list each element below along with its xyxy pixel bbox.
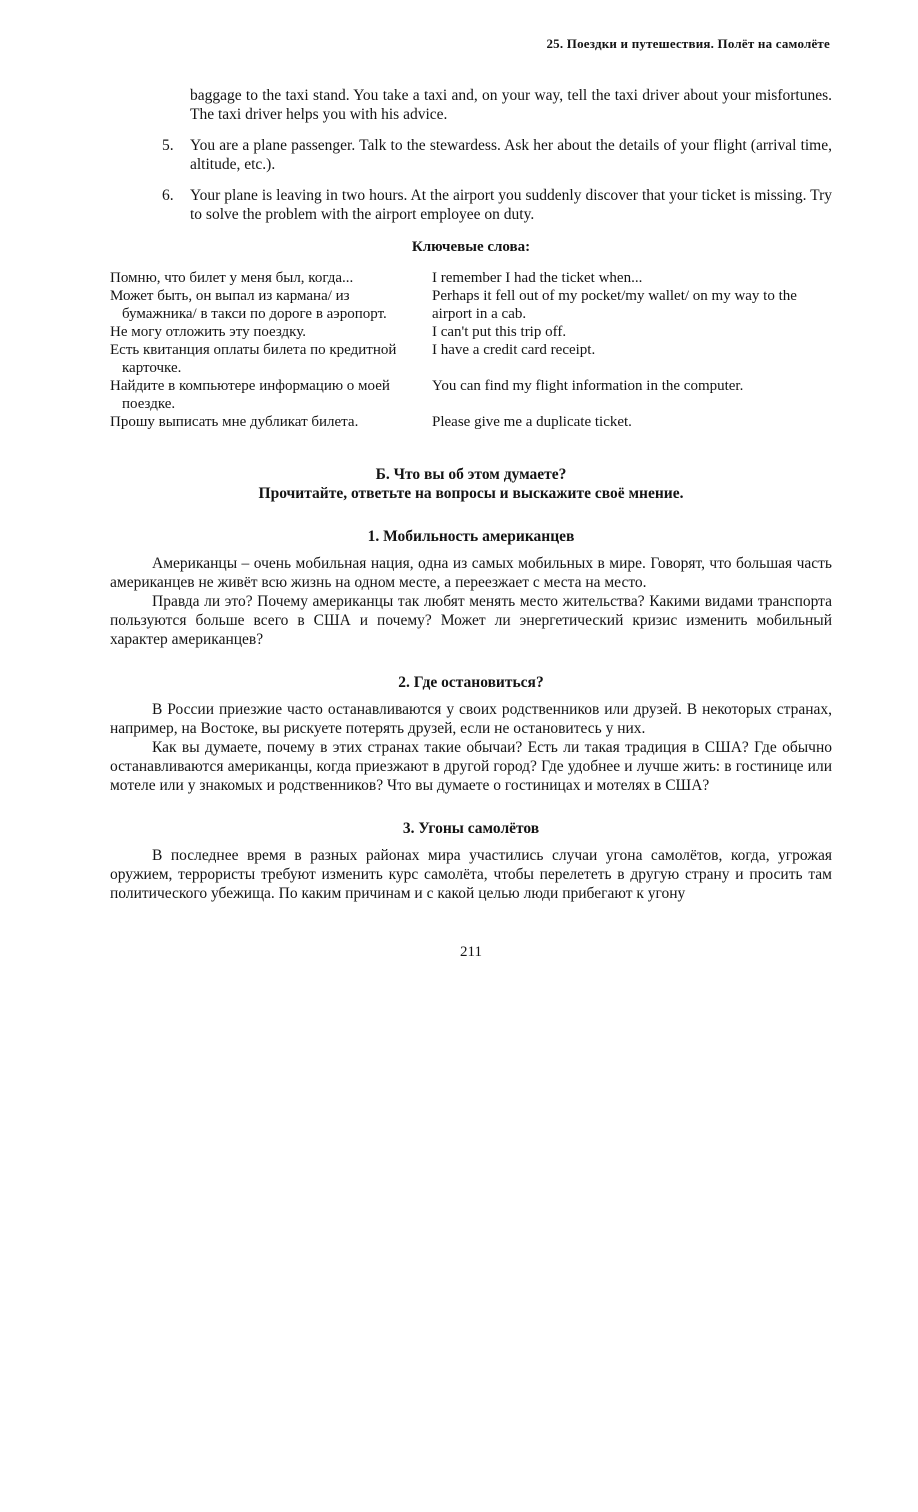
task-text: You are a plane passenger. Talk to the stewardess. Ask her about the details of your flight (arrival time, altitude, etc.). (190, 137, 832, 173)
topic-1-title: 1. Мобильность американцев (367, 528, 575, 545)
keyword-english: Please give me a duplicate ticket. (432, 414, 632, 430)
keyword-english: You can find my flight information in the computer. (432, 378, 744, 394)
page-content (110, 86, 832, 962)
topic-1-paragraph: Правда ли это? Почему американцы так любят менять место жительства? Какими видами транспорта пользуются больше всего в США и почему? Может ли энергетический кризис изменить мобильный характер американцев? (110, 593, 832, 648)
section-b-title: Б. Что вы об этом думаете? (375, 466, 567, 483)
topic-3-title: 3. Угоны самолётов (402, 820, 540, 837)
keyword-russian: Прошу выписать мне дубликат билета. (110, 414, 359, 430)
keyword-row (110, 269, 832, 287)
task-number: 5. (162, 137, 174, 154)
task-text: Your plane is leaving in two hours. At the airport you suddenly discover that your ticket is missing. Try to solve the problem with the airport employee on duty. (190, 187, 832, 223)
keyword-english: Perhaps it fell out of my pocket/my wallet/ on my way to the airport in a cab. (432, 288, 797, 322)
topic-3-paragraph: В последнее время в разных районах мира участились случаи угона самолётов, когда, угрожая оружием, террористы требуют изменить курс самолёта, чтобы перелететь в другую страну и просить там политического убежища. По каким причинам и с какой целью люди прибегают к угону (110, 847, 832, 902)
keyword-english: I remember I had the ticket when... (432, 270, 643, 286)
task-number: 6. (162, 187, 174, 204)
keyword-english: I can't put this trip off. (432, 324, 567, 340)
keyword-row (110, 323, 832, 341)
keyword-russian: Есть квитанция оплаты билета по кредитной карточке. (110, 342, 397, 376)
keyword-english: I have a credit card receipt. (432, 342, 596, 358)
topic-2-paragraph: В России приезжие часто останавливаются у своих родственников или друзей. В некоторых странах, например, на Востоке, вы рискуете потерять друзей, если не остановитесь у них. (110, 701, 832, 737)
running-header: 25. Поездки и путешествия. Полёт на самолёте (546, 36, 830, 51)
keywords-table (110, 269, 832, 431)
keyword-row (110, 341, 832, 377)
keyword-russian: Не могу отложить эту поездку. (110, 324, 306, 340)
topic-2-paragraph: Как вы думаете, почему в этих странах такие обычаи? Есть ли такая традиция в США? Где обычно останавливаются американцы, когда приезжают в другой город? Где удобнее и лучше жить: в гостинице или мотеле или у знакомых и родственников? Что вы думаете о гостиницах и мотелях в США? (110, 739, 832, 794)
task-item-6 (162, 186, 832, 224)
page-number: 211 (460, 944, 482, 960)
keyword-russian: Помню, что билет у меня был, когда... (110, 270, 354, 286)
keyword-row (110, 377, 832, 413)
keyword-row (110, 413, 832, 431)
keywords-title: Ключевые слова: (411, 239, 531, 255)
topic-1-paragraph: Американцы – очень мобильная нация, одна из самых мобильных в мире. Говорят, что большая часть американцев не живёт всю жизнь на одном месте, а переезжает с места на место. (110, 555, 832, 591)
topic-2-title: 2. Где остановиться? (398, 674, 544, 691)
task-continuation-text: baggage to the taxi stand. You take a taxi and, on your way, tell the taxi driver about your misfortunes. The taxi driver helps you with his advice. (190, 87, 832, 123)
task-item-5 (162, 136, 832, 174)
keyword-russian: Найдите в компьютере информацию о моей поездке. (110, 378, 390, 412)
keyword-russian: Может быть, он выпал из кармана/ из бумажника/ в такси по дороге в аэропорт. (110, 288, 387, 322)
section-b-subtitle: Прочитайте, ответьте на вопросы и выскажите своё мнение. (258, 485, 684, 502)
keyword-row (110, 287, 832, 323)
